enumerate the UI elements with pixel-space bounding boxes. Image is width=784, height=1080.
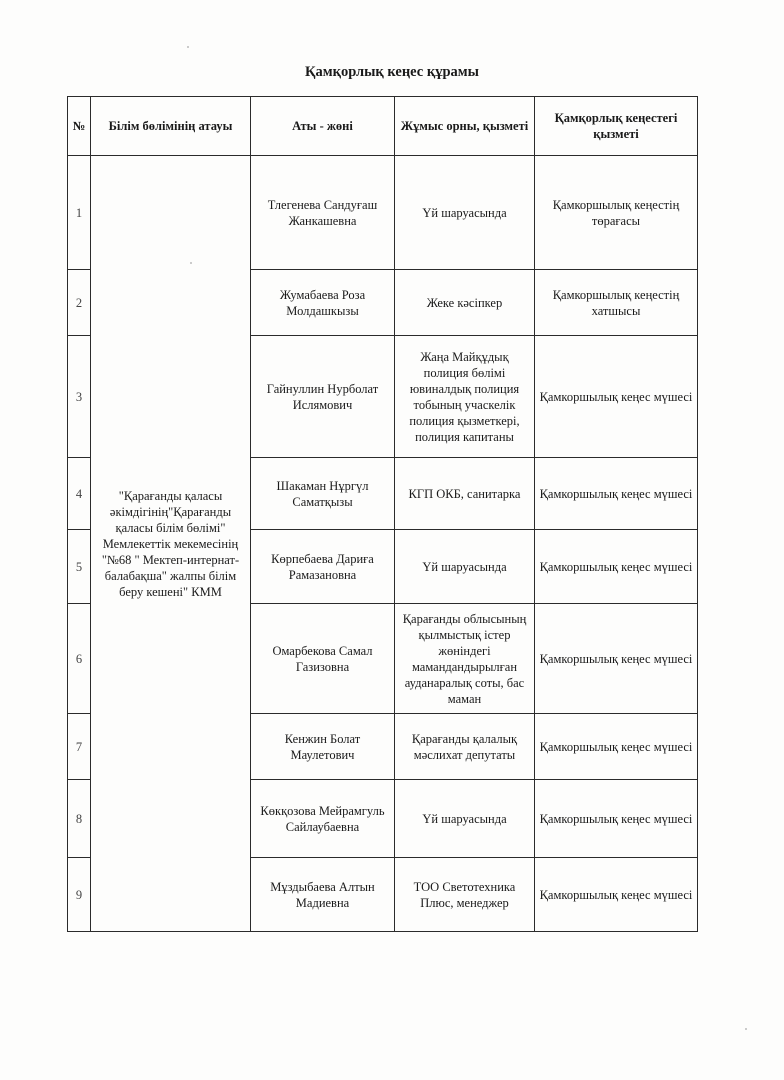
member-role: Қамкоршылық кеңес мүшесі [535, 858, 698, 932]
row-number: 3 [68, 336, 91, 458]
member-name: Жумабаева Роза Молдашкызы [251, 270, 395, 336]
member-work: Үй шаруасында [395, 780, 535, 858]
member-work: Үй шаруасында [395, 156, 535, 270]
member-work: Үй шаруасында [395, 530, 535, 604]
row-number: 5 [68, 530, 91, 604]
member-work: Қарағанды қалалық мәслихат депутаты [395, 714, 535, 780]
row-number: 4 [68, 458, 91, 530]
member-name: Шакаман Нұргүл Саматқызы [251, 458, 395, 530]
row-number: 1 [68, 156, 91, 270]
member-name: Тлегенева Сандуғаш Жанкашевна [251, 156, 395, 270]
member-role: Қамкоршылық кеңес мүшесі [535, 604, 698, 714]
member-role: Қамкоршылық кеңес мүшесі [535, 458, 698, 530]
row-number: 2 [68, 270, 91, 336]
member-role: Қамкоршылық кеңес мүшесі [535, 336, 698, 458]
scan-speck [745, 1028, 747, 1030]
member-work: Жаңа Майқұдық полиция бөлімі ювиналдық полиция тобының учаскелік полиция қызметкері, полиция капитаны [395, 336, 535, 458]
scan-speck [187, 46, 189, 48]
header-work: Жұмыс орны, қызметі [395, 97, 535, 156]
member-name: Кенжин Болат Маулетович [251, 714, 395, 780]
council-table [67, 96, 698, 932]
member-role: Қамкоршылық кеңестің төрағасы [535, 156, 698, 270]
row-number: 8 [68, 780, 91, 858]
header-department: Білім бөлімінің атауы [91, 97, 251, 156]
member-name: Гайнуллин Нурболат Ислямович [251, 336, 395, 458]
document-title: Қамқорлық кеңес құрамы [305, 64, 479, 80]
member-role: Қамкоршылық кеңес мүшесі [535, 530, 698, 604]
member-name: Көрпебаева Дариға Рамазановна [251, 530, 395, 604]
header-council-role: Қамқорлық кеңестегі қызметі [535, 97, 698, 156]
member-name: Омарбекова Самал Газизовна [251, 604, 395, 714]
member-work: Қарағанды облысының қылмыстық істер жөніндегі мамандандырылған ауданаралық соты, бас маман [395, 604, 535, 714]
member-work: КГП ОКБ, санитарка [395, 458, 535, 530]
scan-speck [190, 262, 192, 264]
member-name: Көкқозова Мейрамгуль Сайлаубаевна [251, 780, 395, 858]
row-number: 9 [68, 858, 91, 932]
row-number: 7 [68, 714, 91, 780]
member-role: Қамкоршылық кеңес мүшесі [535, 780, 698, 858]
table-row [68, 156, 698, 270]
member-work: Жеке кәсіпкер [395, 270, 535, 336]
member-name: Мұздыбаева Алтын Мадиевна [251, 858, 395, 932]
header-name: Аты - жөні [251, 97, 395, 156]
member-work: ТОО Светотехника Плюс, менеджер [395, 858, 535, 932]
row-number: 6 [68, 604, 91, 714]
header-num: № [68, 97, 91, 156]
table-header-row [68, 97, 698, 156]
department-cell: "Қарағанды қаласы әкімдігінің"Қарағанды қаласы білім бөлімі" Мемлекеттік мекемесінің "№68 " Мектеп-интернат-балабақша" жалпы білім беру кешені" КММ [91, 156, 251, 932]
member-role: Қамкоршылық кеңестің хатшысы [535, 270, 698, 336]
member-role: Қамкоршылық кеңес мүшесі [535, 714, 698, 780]
